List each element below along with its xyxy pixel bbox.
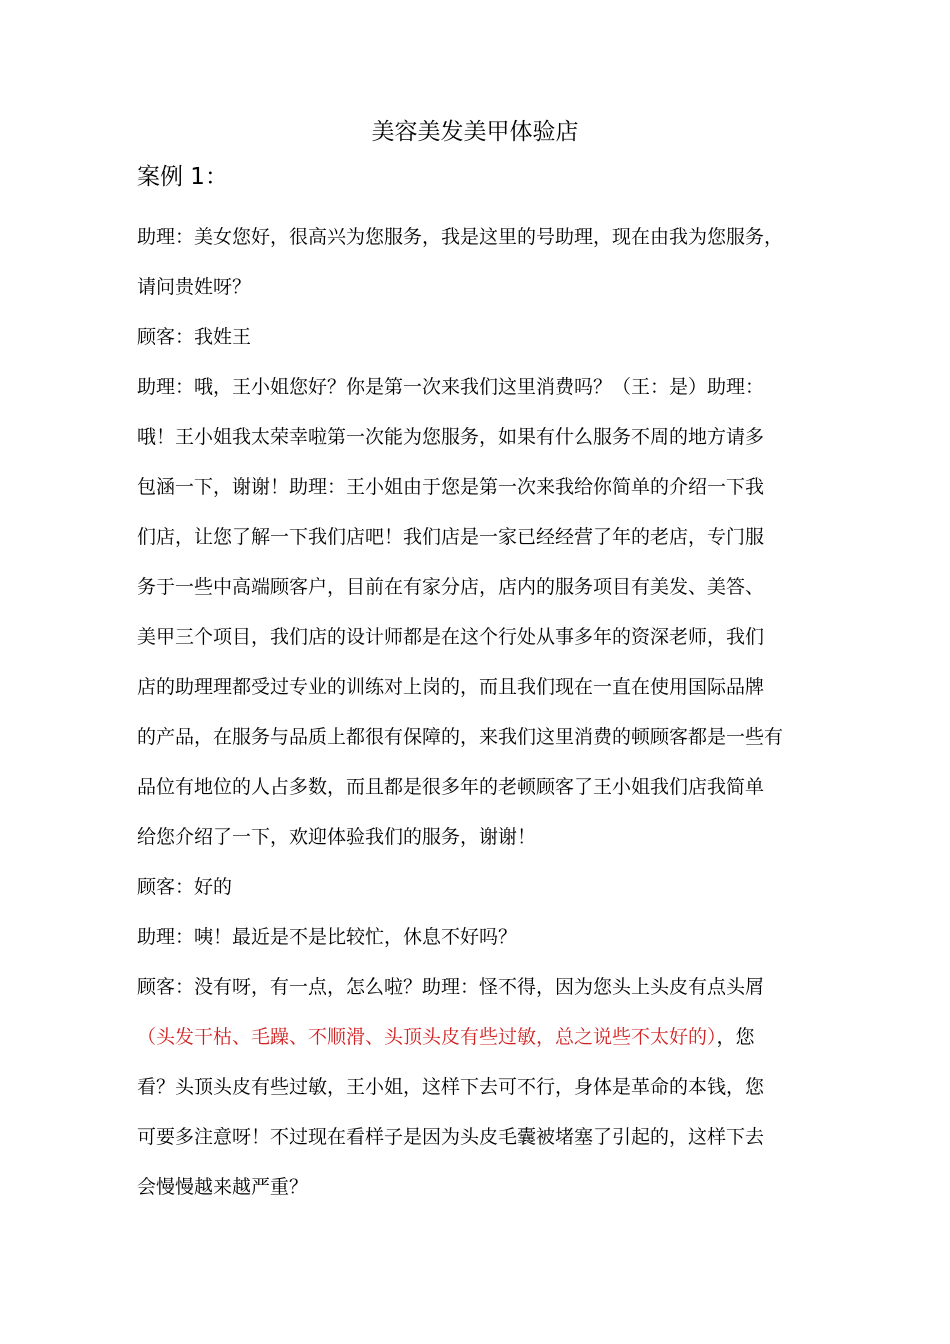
text-line: 顾客：没有呀，有一点，怎么啦？助理：怪不得，因为您头上头皮有点头屑: [137, 976, 765, 998]
text-line: 们店，让您了解一下我们店吧！我们店是一家已经经营了年的老店，专门服: [137, 526, 765, 548]
text-line: 请问贵姓呀？: [137, 276, 252, 298]
text-line: 助理：美女您好，很高兴为您服务，我是这里的号助理，现在由我为您服务，: [137, 226, 784, 248]
document-title: 美容美发美甲体验店: [371, 119, 579, 145]
text-line: 可要多注意呀！不过现在看样子是因为头皮毛囊被堵塞了引起的，这样下去: [137, 1126, 765, 1148]
dialogue-body: [137, 212, 817, 1212]
text-line: 务于一些中高端顾客户，目前在有家分店，店内的服务项目有美发、美答、: [137, 576, 765, 598]
text-line: 顾客：我姓王: [137, 326, 252, 348]
case-heading: 案例 1：: [137, 164, 228, 190]
line-tail: ，您: [716, 1026, 755, 1048]
text-line: 美甲三个项目，我们店的设计师都是在这个行处从事多年的资深老师，我们: [137, 626, 765, 648]
text-line: 顾客：好的: [137, 876, 233, 898]
text-line: 店的助理理都受过专业的训练对上岗的，而且我们现在一直在使用国际品牌: [137, 676, 765, 698]
text-line: 的产品，在服务与品质上都很有保障的，来我们这里消费的顿顾客都是一些有: [137, 726, 784, 748]
text-line: 品位有地位的人占多数，而且都是很多年的老顿顾客了王小姐我们店我简单: [137, 776, 765, 798]
text-line: 哦！王小姐我太荣幸啦第一次能为您服务，如果有什么服务不周的地方请多: [137, 426, 765, 448]
highlighted-text: （头发干枯、毛躁、不顺滑、头顶头皮有些过敏，总之说些不太好的）: [137, 1026, 717, 1048]
text-line: 助理：咦！最近是不是比较忙，休息不好吗？: [137, 926, 518, 948]
text-line: 包涵一下，谢谢！助理：王小姐由于您是第一次来我给你简单的介绍一下我: [137, 476, 765, 498]
text-line: 会慢慢越来越严重？: [137, 1176, 309, 1198]
text-line-highlighted: [137, 1012, 817, 1062]
text-line: 助理：哦，王小姐您好？你是第一次来我们这里消费吗？（王：是）助理：: [137, 376, 765, 398]
text-line: 看？头顶头皮有些过敏，王小姐，这样下去可不行，身体是革命的本钱，您: [137, 1076, 765, 1098]
text-line: 给您介绍了一下，欢迎体验我们的服务，谢谢！: [137, 826, 537, 848]
